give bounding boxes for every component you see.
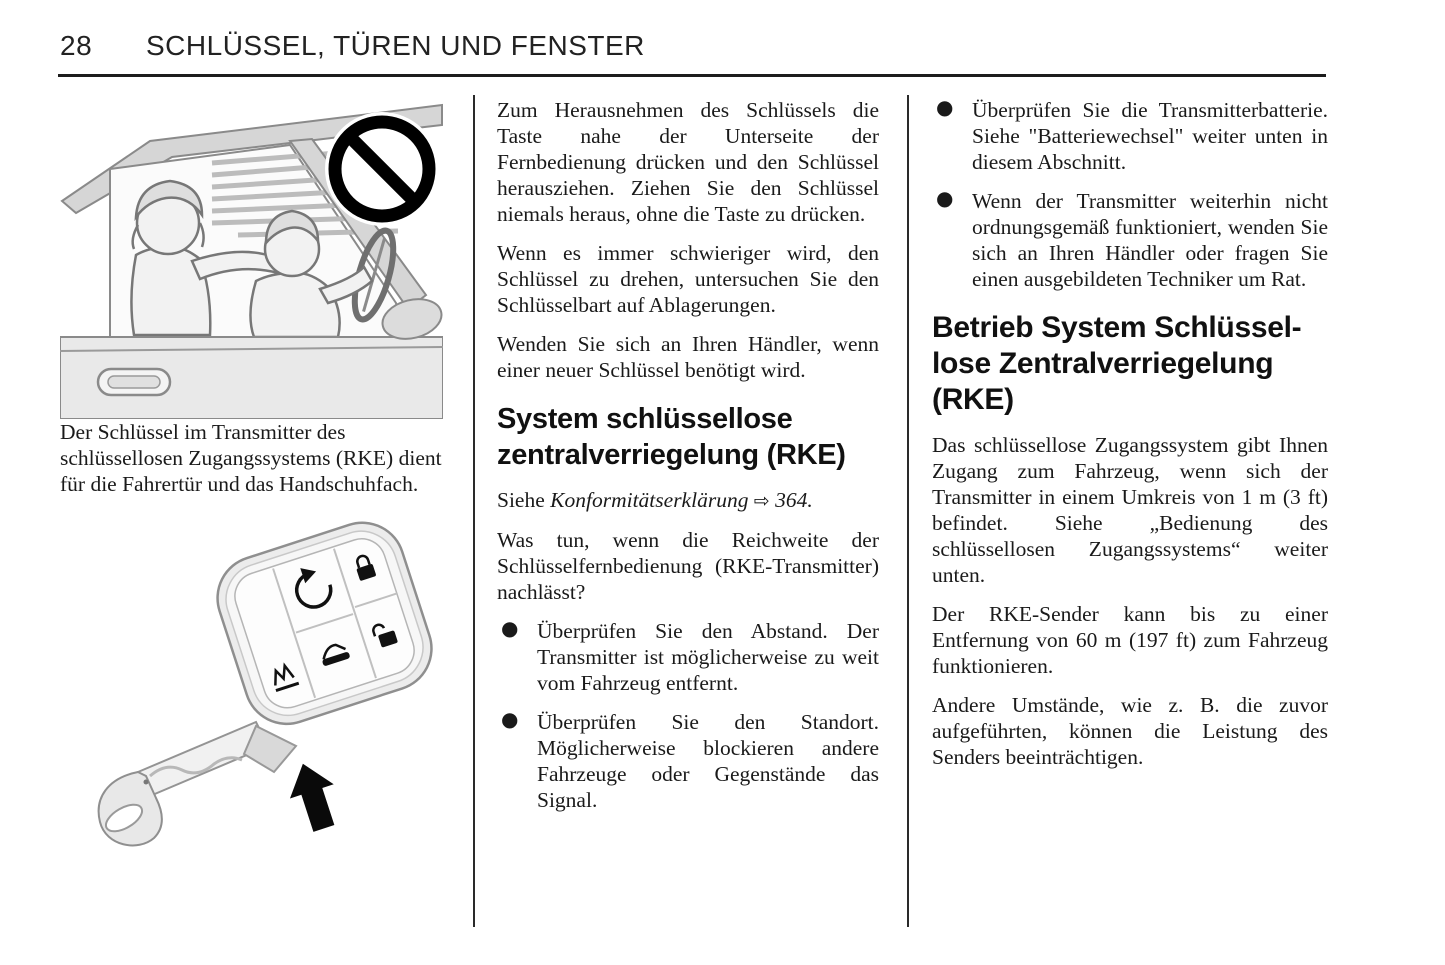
key-fob-illustration: [60, 510, 443, 855]
section-heading-rke-system: System schlüssellose zentralverriegelung (RKE): [497, 403, 846, 471]
header-rule: [58, 74, 1326, 77]
prohibition-icon: [325, 112, 439, 226]
figure-children-in-car: [60, 97, 443, 419]
list-item: ● Wenn der Transmitter weiterhin nicht ordnungsgemäß funktioniert, wenden Sie sich an Ihren Händler oder fragen Sie einen ausgebildeten Techniker um Rat.: [936, 186, 1328, 291]
column-left: [60, 97, 443, 855]
figure-key-fob: [60, 510, 443, 855]
bullet-icon: ●: [501, 616, 519, 640]
bullet-icon: ●: [501, 707, 519, 731]
section-heading-rke-operation: Betrieb System Schlüssellose Zentralverriegelung (RKE): [932, 311, 1302, 416]
fob-body: [207, 512, 443, 735]
column-divider-1: [473, 95, 475, 927]
reference-title: Konformitätserklärung: [550, 488, 749, 512]
figure-caption: Der Schlüssel im Transmitter des schlüssellosen Zugangssystems (RKE) dient für die Fahrertür und das Handschuhfach.: [60, 420, 442, 496]
chapter-title: SCHLÜSSEL, TÜREN UND FENSTER: [146, 30, 645, 61]
car-warning-illustration: [60, 97, 443, 419]
bullet-icon: ●: [936, 95, 954, 119]
arrow-up-icon: [281, 757, 346, 836]
column-middle: [497, 97, 879, 826]
column-divider-2: [907, 95, 909, 927]
paragraph: Das schlüssellose Zugangssystem gibt Ihnen Zugang zum Fahrzeug, wenn sich der Transmitter in einem Umkreis von 1 m (3 ft) befindet. Siehe „Bedienung des schlüssellosen Zugangssystems“ weiter unten.: [932, 433, 1328, 587]
paragraph: Wenn es immer schwieriger wird, den Schlüssel zu drehen, untersuchen Sie den Schlüsselbart auf Ablagerungen.: [497, 241, 879, 317]
paragraph: Zum Herausnehmen des Schlüssels die Taste nahe der Unterseite der Fernbedienung drücken und den Schlüssel herausziehen. Ziehen Sie den Schlüssel niemals heraus, ohne die Taste zu drücken.: [497, 98, 879, 226]
reference-page: 364.: [775, 488, 813, 512]
paragraph: Wenden Sie sich an Ihren Händler, wenn einer neuer Schlüssel benötigt wird.: [497, 332, 879, 382]
bullet-icon: ●: [936, 186, 954, 210]
column-right: [932, 97, 1328, 783]
cross-reference: Siehe Konformitätserklärung ⇨ 364.: [497, 488, 813, 512]
paragraph: Was tun, wenn die Reichweite der Schlüsselfernbedienung (RKE-Transmitter) nachlässt?: [497, 528, 879, 604]
page-ref-arrow-icon: ⇨: [753, 490, 770, 512]
list-item: ● Überprüfen Sie die Transmitterbatterie. Siehe "Batteriewechsel" weiter unten in diesem Abschnitt.: [936, 95, 1328, 174]
paragraph: Der RKE-Sender kann bis zu einer Entfernung von 60 m (197 ft) zum Fahrzeug funktionieren.: [932, 602, 1328, 678]
paragraph: Andere Umstände, wie z. B. die zuvor aufgeführten, können die Leistung des Senders beeinträchtigen.: [932, 693, 1328, 769]
page-number: 28: [60, 30, 93, 61]
key-blade: [138, 722, 268, 796]
list-item: ● Überprüfen Sie den Standort. Möglicherweise blockieren andere Fahrzeuge oder Gegenstände das Signal.: [501, 707, 879, 812]
list-item: ● Überprüfen Sie den Abstand. Der Transmitter ist möglicherweise zu weit vom Fahrzeug entfernt.: [501, 616, 879, 695]
